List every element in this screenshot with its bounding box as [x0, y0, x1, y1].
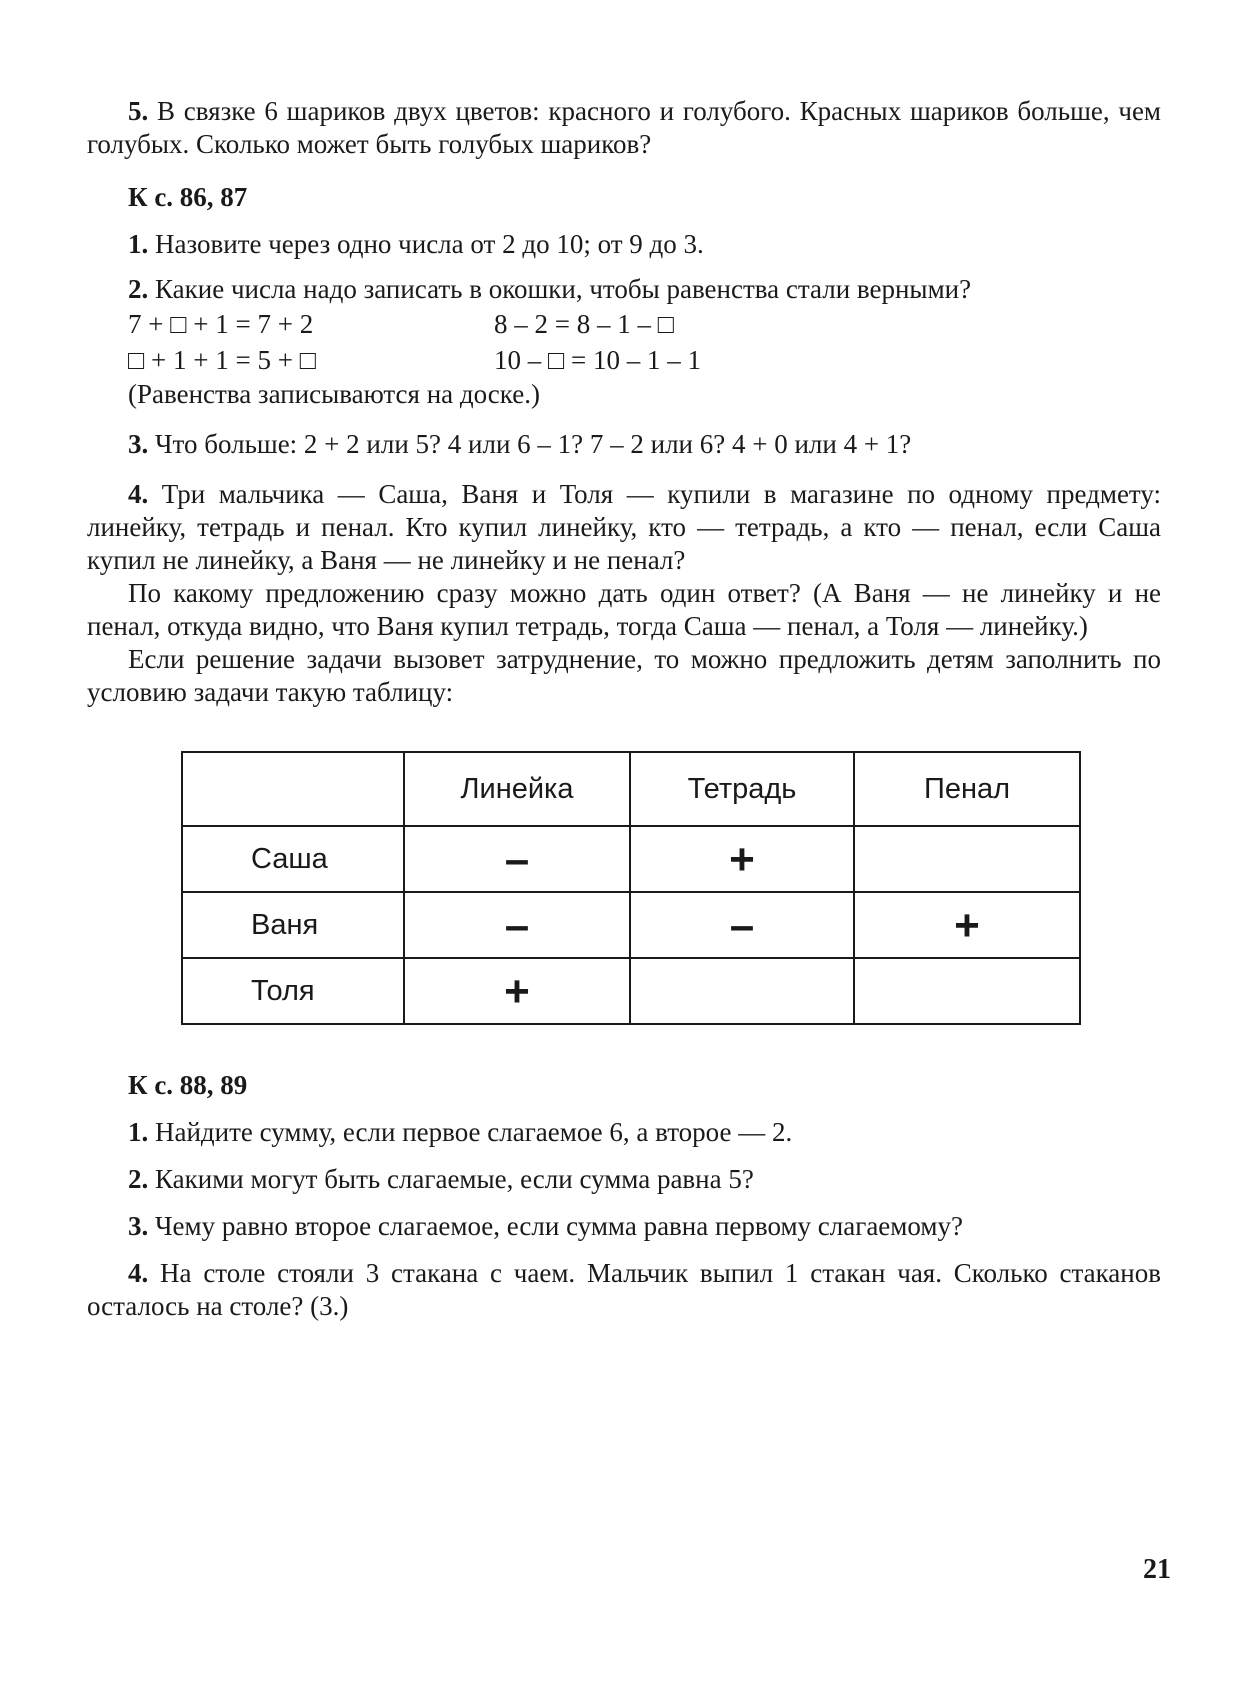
table-cell: + [404, 958, 630, 1024]
problem-text: В связке 6 шариков двух цветов: красного и голубого. Красных шариков больше, чем голубых. Сколько может быть голубых шариков? [87, 96, 1162, 159]
table-cell: + [630, 826, 854, 892]
table-cell: + [854, 892, 1080, 958]
table-cell [854, 826, 1080, 892]
section-heading-88-89: К с. 88, 89 [128, 1070, 248, 1100]
table-cell [630, 958, 854, 1024]
question-number: 3. [128, 429, 149, 459]
equation: 7 + □ + 1 = 7 + 2 [128, 309, 314, 339]
question-3 [87, 428, 1161, 461]
question-number: 3. [128, 1211, 149, 1241]
table-header-row [182, 752, 1080, 826]
problem-number: 5. [128, 96, 149, 126]
question-3 [87, 1210, 1161, 1243]
table-cell: – [404, 892, 630, 958]
question-text: Какими могут быть слагаемые, если сумма равна 5? [155, 1164, 754, 1194]
table-cell: – [630, 892, 854, 958]
answer-table [181, 751, 1081, 1025]
table-row [182, 958, 1080, 1024]
question-text: Какие числа надо записать в окошки, чтобы равенства стали верными? [155, 274, 972, 304]
equation-row-1 [128, 306, 1161, 342]
equation: □ + 1 + 1 = 5 + □ [128, 345, 317, 375]
question-text: На столе стояли 3 стакана с чаем. Мальчик выпил 1 стакан чая. Сколько стаканов осталось на столе? (3.) [87, 1258, 1161, 1321]
answer-explanation: По какому предложению сразу можно дать один ответ? (А Ваня — не линейку и не пенал, откуда видно, что Ваня купил тетрадь, тогда Саша — пенал, а Толя — линейку.) [87, 578, 1161, 641]
question-2 [87, 273, 1161, 306]
problem-5 [87, 95, 1161, 161]
question-number: 4. [128, 479, 149, 509]
question-1 [87, 228, 1161, 261]
table-row-name: Саша [182, 826, 404, 892]
equation-row-2 [128, 342, 1161, 378]
question-1 [87, 1116, 1161, 1149]
table-instruction: Если решение задачи вызовет затруднение, то можно предложить детям заполнить по условию задачи такую таблицу: [87, 644, 1161, 707]
question-text: Три мальчика — Саша, Ваня и Толя — купили в магазине по одному предмету: линейку, тетрадь и пенал. Кто купил линейку, кто — тетрадь, а кто — пенал, если Саша купил не линейку, а Ваня — не линейку и не пенал? [87, 479, 1162, 575]
question-number: 1. [128, 1117, 149, 1147]
question-text: Чему равно второе слагаемое, если сумма равна первому слагаемому? [155, 1211, 963, 1241]
equation: 8 – 2 = 8 – 1 – □ [494, 309, 675, 339]
question-2 [87, 1163, 1161, 1196]
question-4 [87, 478, 1161, 577]
question-number: 4. [128, 1258, 149, 1288]
equation: 10 – □ = 10 – 1 – 1 [494, 345, 702, 375]
table-row-name: Толя [182, 958, 404, 1024]
question-text: Назовите через одно числа от 2 до 10; от 9 до 3. [155, 229, 704, 259]
question-number: 2. [128, 274, 149, 304]
answer-table-wrapper [181, 751, 1161, 1025]
page-content [87, 95, 1161, 1323]
table-header-cell: Линейка [404, 752, 630, 826]
section-heading-86-87: К с. 86, 87 [128, 182, 248, 212]
table-row [182, 826, 1080, 892]
page-number: 21 [1143, 1554, 1171, 1585]
table-row [182, 892, 1080, 958]
question-4 [87, 1257, 1161, 1323]
table-cell: – [404, 826, 630, 892]
table-header-cell [182, 752, 404, 826]
question-number: 2. [128, 1164, 149, 1194]
table-header-cell: Тетрадь [630, 752, 854, 826]
table-row-name: Ваня [182, 892, 404, 958]
board-note: (Равенства записываются на доске.) [128, 379, 540, 409]
question-number: 1. [128, 229, 149, 259]
table-cell [854, 958, 1080, 1024]
table-header-cell: Пенал [854, 752, 1080, 826]
question-text: Что больше: 2 + 2 или 5? 4 или 6 – 1? 7 – 2 или 6? 4 + 0 или 4 + 1? [155, 429, 912, 459]
question-text: Найдите сумму, если первое слагаемое 6, а второе — 2. [155, 1117, 793, 1147]
